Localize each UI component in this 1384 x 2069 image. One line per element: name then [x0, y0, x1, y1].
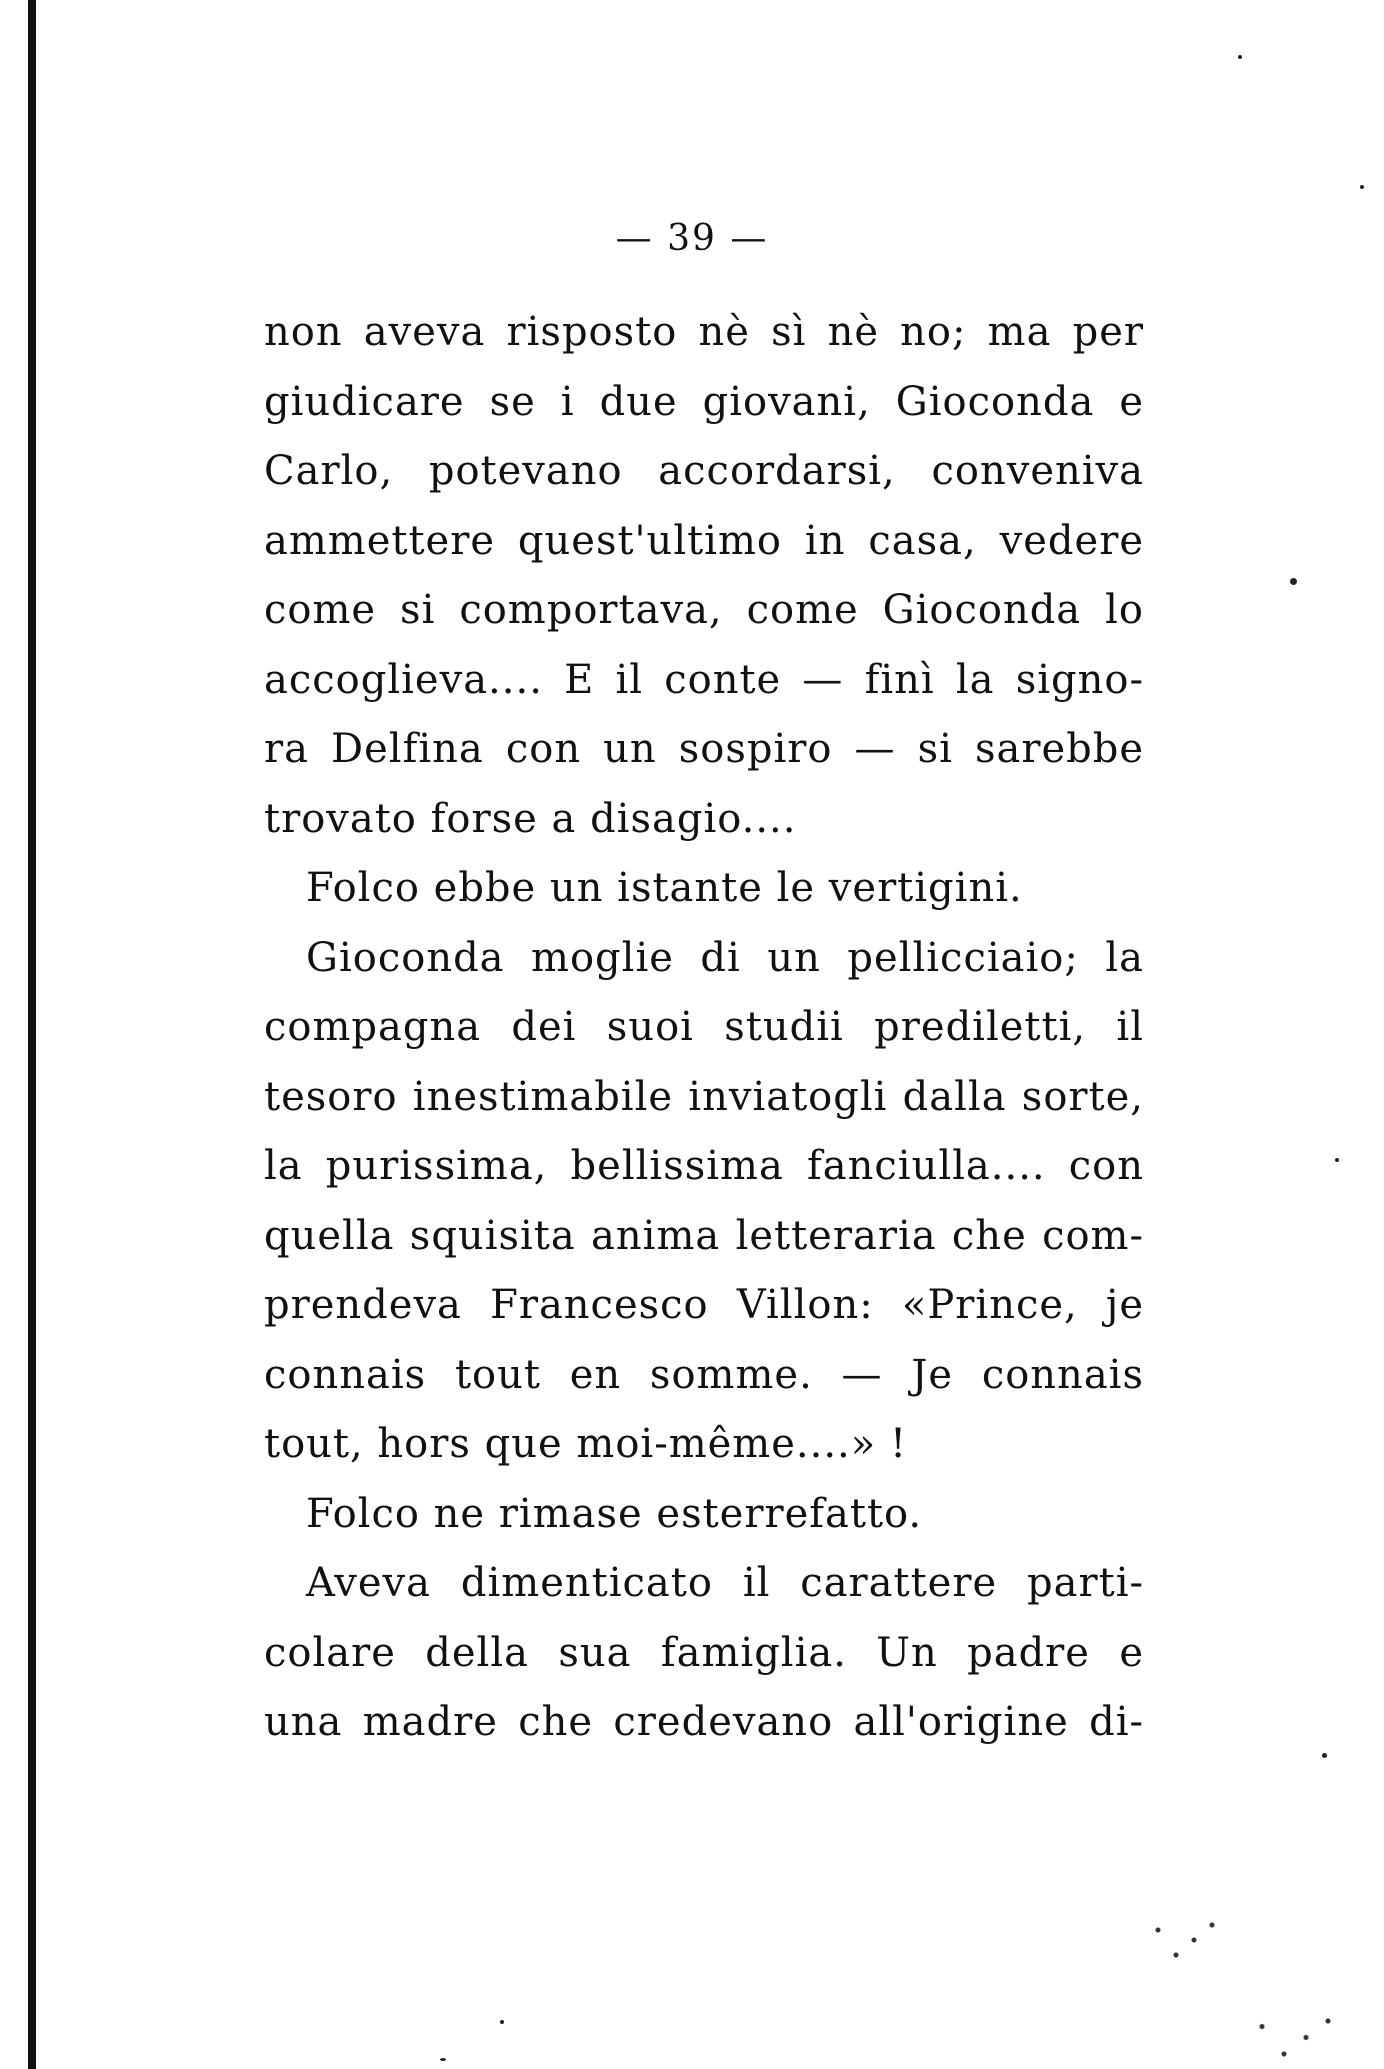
scan-speck	[500, 2020, 504, 2024]
text-line: una madre che credevano all'origine di-	[264, 1699, 1144, 1745]
scan-speck	[1335, 1158, 1339, 1162]
text-line: non aveva risposto nè sì nè no; ma per	[264, 309, 1144, 355]
text-line: trovato forse a disagio....	[264, 795, 797, 842]
text-line: Gioconda moglie di un pellicciaio; la	[306, 934, 1144, 981]
page-number: — 39 —	[615, 218, 769, 259]
scan-speck	[1238, 55, 1242, 59]
text-line: compagna dei suoi studii prediletti, il	[264, 1004, 1144, 1050]
text-line: prendeva Francesco Villon: «Prince, je	[264, 1282, 1144, 1328]
text-line: Folco ne rimase esterrefatto.	[306, 1490, 923, 1537]
scan-speck	[1290, 578, 1297, 585]
text-line: giudicare se i due giovani, Gioconda e	[264, 378, 1144, 425]
text-line: come si comportava, come Gioconda lo	[264, 587, 1144, 633]
scan-noise	[1240, 2010, 1350, 2065]
scan-speck	[1360, 185, 1364, 189]
text-line: Folco ebbe un istante le vertigini.	[306, 865, 1023, 911]
text-line: connais tout en somme. — Je connais	[264, 1351, 1144, 1398]
text-line: tout, hors que moi-même....» !	[264, 1421, 908, 1467]
text-line: ra Delfina con un sospiro — si sarebbe	[264, 726, 1144, 772]
scan-speck	[440, 2058, 446, 2061]
text-line: ammettere quest'ultimo in casa, vedere	[264, 517, 1144, 564]
text-line: colare della sua famiglia. Un padre e	[264, 1629, 1144, 1676]
text-line: la purissima, bellissima fanciulla.... con	[264, 1143, 1144, 1189]
text-line: Carlo, potevano accordarsi, conveniva	[264, 448, 1144, 494]
scan-noise	[1140, 1915, 1230, 1965]
text-line: tesoro inestimabile inviatogli dalla sorte,	[264, 1073, 1144, 1120]
text-line: quella squisita anima letteraria che com-	[264, 1212, 1144, 1259]
binding-edge	[28, 0, 36, 2069]
text-line: accoglieva.... E il conte — finì la signo-	[264, 656, 1144, 703]
scan-speck	[1322, 1753, 1327, 1758]
body-text	[264, 298, 1144, 1758]
text-line: Aveva dimenticato il carattere parti-	[306, 1560, 1144, 1606]
